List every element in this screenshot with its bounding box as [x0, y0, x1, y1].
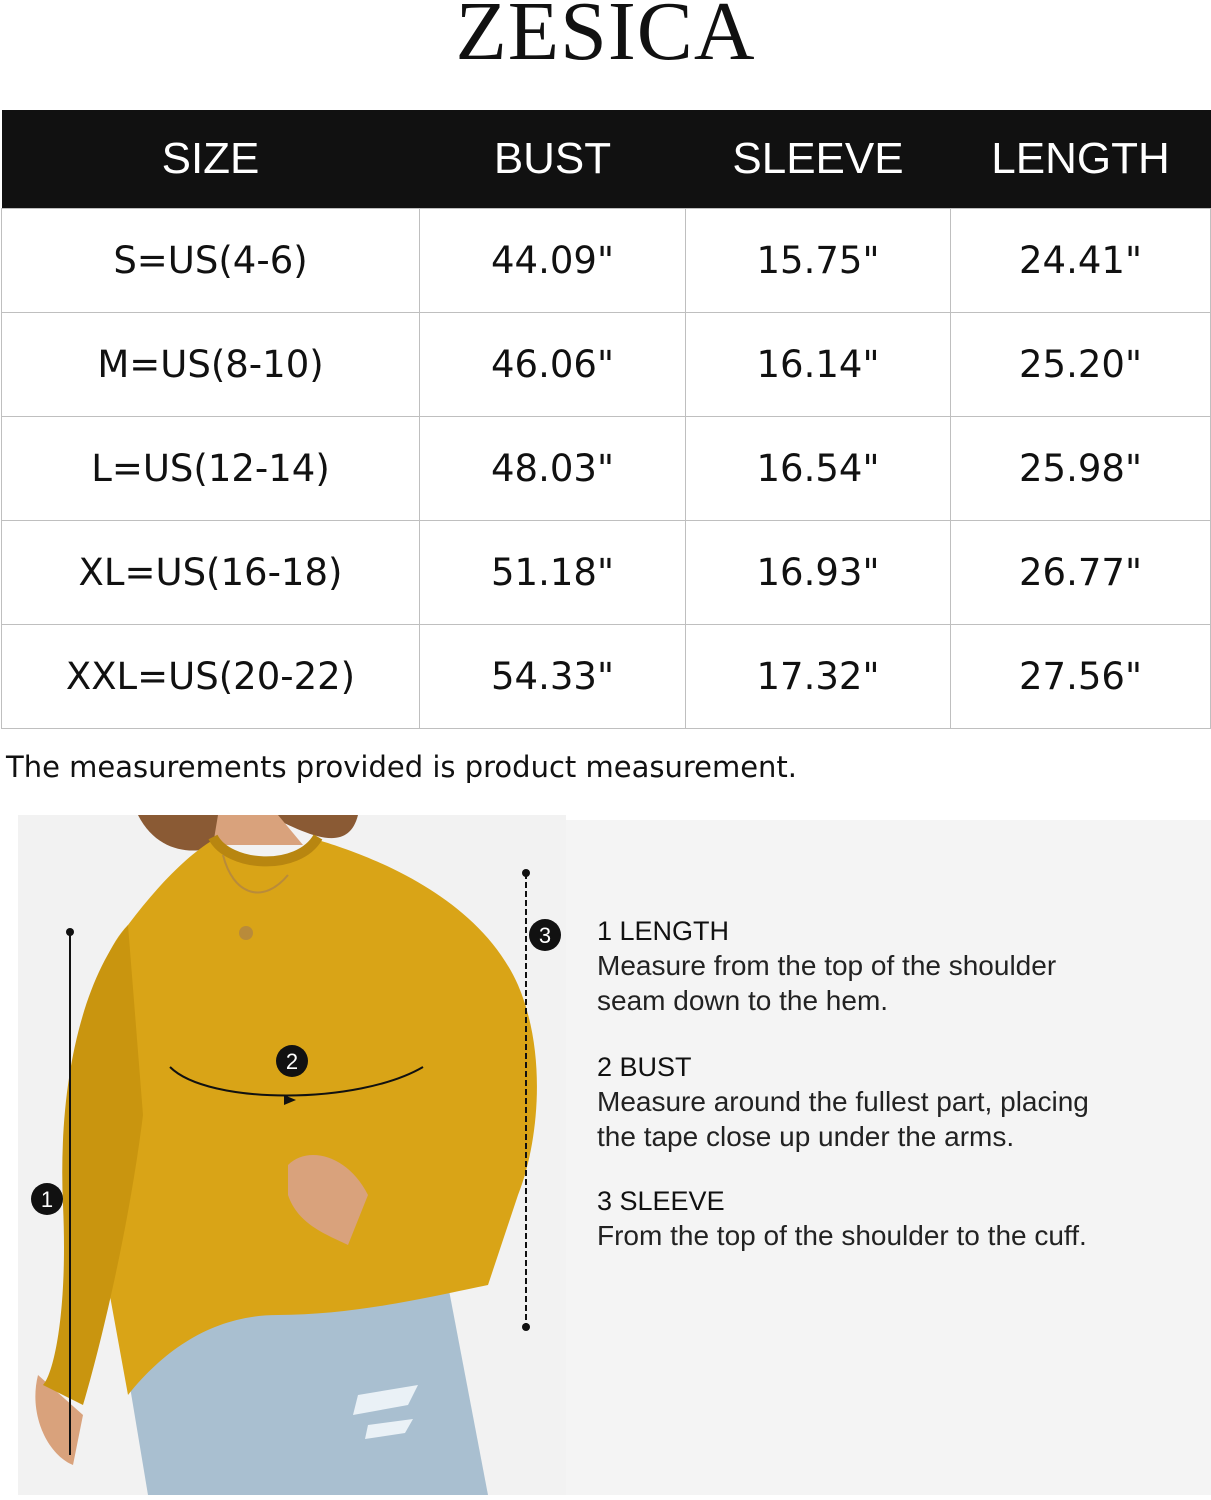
cell-size: L=US(12-14)	[2, 417, 420, 521]
guide-sleeve	[597, 1184, 1087, 1253]
table-row	[2, 625, 1211, 729]
table-row	[2, 521, 1211, 625]
guide-text: From the top of the shoulder to the cuff.	[597, 1220, 1087, 1251]
marker-bust-label: 2	[285, 1049, 299, 1074]
marker-sleeve-label: 3	[538, 923, 552, 948]
guide-title: 2 BUST	[597, 1052, 692, 1082]
product-photo	[18, 815, 566, 1495]
header-bust: BUST	[420, 110, 686, 209]
cell-bust: 54.33"	[420, 625, 686, 729]
header-sleeve: SLEEVE	[686, 110, 951, 209]
brand-logo: ZESICA	[455, 0, 756, 78]
measurement-note: The measurements provided is product measurement.	[6, 750, 798, 784]
cell-sleeve: 16.54"	[686, 417, 951, 521]
guide-text: the tape close up under the arms.	[597, 1121, 1015, 1152]
cell-length: 24.41"	[951, 209, 1211, 313]
guide-length	[597, 914, 1056, 1018]
cell-bust: 46.06"	[420, 313, 686, 417]
header-size: SIZE	[2, 110, 420, 209]
cell-bust: 44.09"	[420, 209, 686, 313]
cell-size: XL=US(16-18)	[2, 521, 420, 625]
guide-title: 3 SLEEVE	[597, 1186, 725, 1216]
table-row	[2, 417, 1211, 521]
cell-length: 25.20"	[951, 313, 1211, 417]
guide-text: seam down to the hem.	[597, 985, 889, 1016]
cell-sleeve: 16.93"	[686, 521, 951, 625]
table-row	[2, 209, 1211, 313]
cell-sleeve: 17.32"	[686, 625, 951, 729]
pendant	[239, 926, 253, 940]
measurement-guide	[566, 820, 1211, 1495]
cell-length: 25.98"	[951, 417, 1211, 521]
guide-bust	[597, 1050, 1089, 1154]
measure-endpoint	[522, 869, 530, 877]
cell-size: S=US(4-6)	[2, 209, 420, 313]
cell-bust: 51.18"	[420, 521, 686, 625]
guide-text: Measure from the top of the shoulder	[597, 950, 1057, 981]
cell-length: 26.77"	[951, 521, 1211, 625]
table-row	[2, 313, 1211, 417]
cell-length: 27.56"	[951, 625, 1211, 729]
cell-sleeve: 16.14"	[686, 313, 951, 417]
measure-endpoint	[522, 1323, 530, 1331]
cell-bust: 48.03"	[420, 417, 686, 521]
sweater-illustration	[18, 815, 566, 1495]
cell-sleeve: 15.75"	[686, 209, 951, 313]
cell-size: XXL=US(20-22)	[2, 625, 420, 729]
measure-endpoint	[66, 928, 74, 936]
cell-size: M=US(8-10)	[2, 313, 420, 417]
guide-text: Measure around the fullest part, placing	[597, 1086, 1089, 1117]
size-chart-table	[1, 110, 1211, 729]
header-length: LENGTH	[951, 110, 1211, 209]
guide-title: 1 LENGTH	[597, 916, 730, 946]
table-header-row	[2, 110, 1211, 209]
marker-length-label: 1	[40, 1187, 54, 1212]
